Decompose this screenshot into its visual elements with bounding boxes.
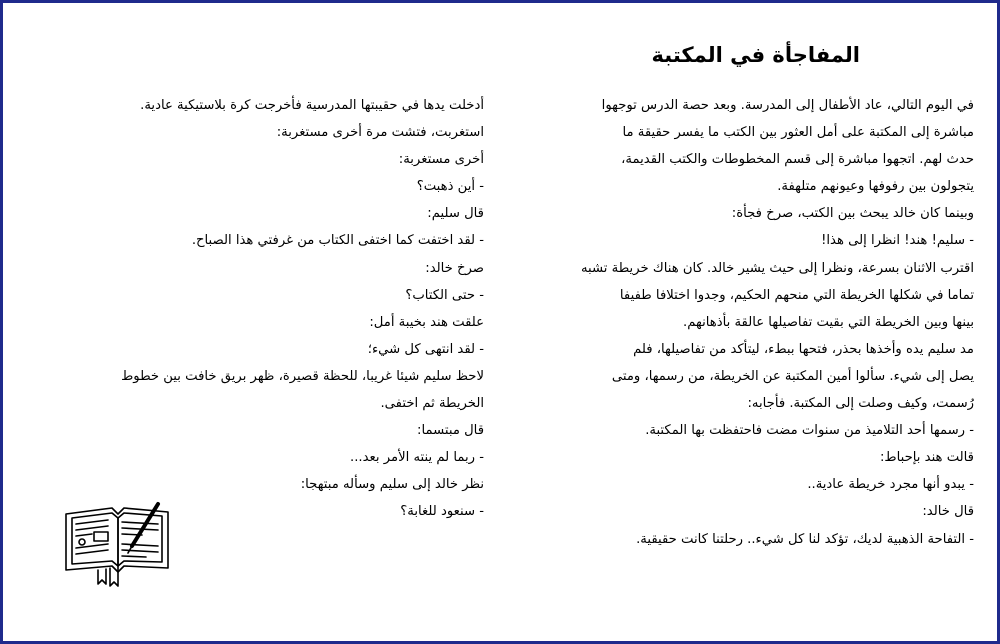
dialogue-line: - حتى الكتاب؟	[405, 287, 484, 303]
paragraph-line: اقترب الاثنان بسرعة، ونظرا إلى حيث يشير خالد. كان هناك خريطة تشبه	[580, 260, 974, 276]
paragraph-line: لاحظ سليم شيئا غريبا، للحظة قصيرة، ظهر بريق خافت بين خطوط	[121, 368, 484, 384]
paragraph-line: علقت هند بخيبة أمل:	[369, 314, 484, 330]
dialogue-line: - رسمها أحد التلاميذ من سنوات مضت فاحتفظت بها المكتبة.	[645, 423, 974, 439]
paragraph-line: نظر خالد إلى سليم وسأله مبتهجا:	[300, 477, 484, 493]
dialogue-line: - سليم! هند! انظرا إلى هذا!	[821, 233, 974, 249]
paragraph-line: تماما في شكلها الخريطة التي منحهم الحكيم، وجدوا اختلافا طفيفا	[619, 287, 974, 303]
paragraph-line: قال مبتسما:	[417, 423, 484, 439]
dialogue-line: - يبدو أنها مجرد خريطة عادية..	[807, 477, 974, 493]
paragraph-line: مباشرة إلى المكتبة على أمل العثور بين الكتب ما يفسر حقيقة ما	[622, 125, 974, 141]
dialogue-line: - لقد انتهى كل شيء؛	[367, 341, 484, 357]
dialogue-line: - لقد اختفت كما اختفى الكتاب من غرفتي هذا الصباح.	[191, 233, 484, 249]
dialogue-line: - التفاحة الذهبية لديك، تؤكد لنا كل شيء.. رحلتنا كانت حقيقية.	[636, 531, 974, 547]
paragraph-line: مد سليم يده وأخذها بحذر، فتحها ببطء، ليتأكد من تفاصيلها، فلم	[633, 341, 974, 357]
paragraph-line: أخرى مستغربة:	[398, 152, 484, 168]
paragraph-line: يتجولون بين رفوفها وعيونهم متلهفة.	[777, 179, 974, 195]
paragraph-line: يصل إلى شيء. سألوا أمين المكتبة عن الخريطة، من رسمها، ومتى	[611, 368, 974, 384]
paragraph-line: استغربت، فتشت مرة أخرى مستغربة:	[276, 125, 484, 141]
paragraph-line: حدث لهم. اتجهوا مباشرة إلى قسم المخطوطات والكتب القديمة،	[621, 152, 974, 168]
paragraph-line: قالت هند بإحباط:	[879, 450, 974, 466]
paragraph-line: أدخلت يدها في حقيبتها المدرسية فأخرجت كرة بلاستيكية عادية.	[140, 98, 484, 113]
paragraph-line: قال خالد:	[922, 504, 974, 520]
dialogue-line: - ربما لم ينته الأمر بعد...	[350, 450, 484, 466]
paragraph-line: في اليوم التالي، عاد الأطفال إلى المدرسة. وبعد حصة الدرس توجهوا	[601, 98, 974, 113]
paragraph-line: بينها وبين الخريطة التي بقيت تفاصيلها عالقة بأذهانهم.	[683, 314, 974, 330]
story-column-left	[32, 92, 484, 526]
paragraph-line: قال سليم:	[427, 206, 484, 222]
open-book-with-pen-icon	[62, 500, 174, 592]
paragraph-line: وبينما كان خالد يبحث بين الكتب، صرخ فجأة:	[731, 206, 974, 222]
dialogue-line: - أين ذهبت؟	[416, 179, 484, 195]
dialogue-line: - سنعود للغابة؟	[400, 504, 484, 520]
paragraph-line: رُسمت، وكيف وصلت إلى المكتبة. فأجابه:	[747, 396, 974, 412]
page-title: المفاجأة في المكتبة	[651, 43, 860, 67]
paragraph-line: الخريطة ثم اختفى.	[380, 396, 484, 412]
story-column-right	[528, 92, 974, 553]
paragraph-line: صرخ خالد:	[425, 260, 484, 276]
